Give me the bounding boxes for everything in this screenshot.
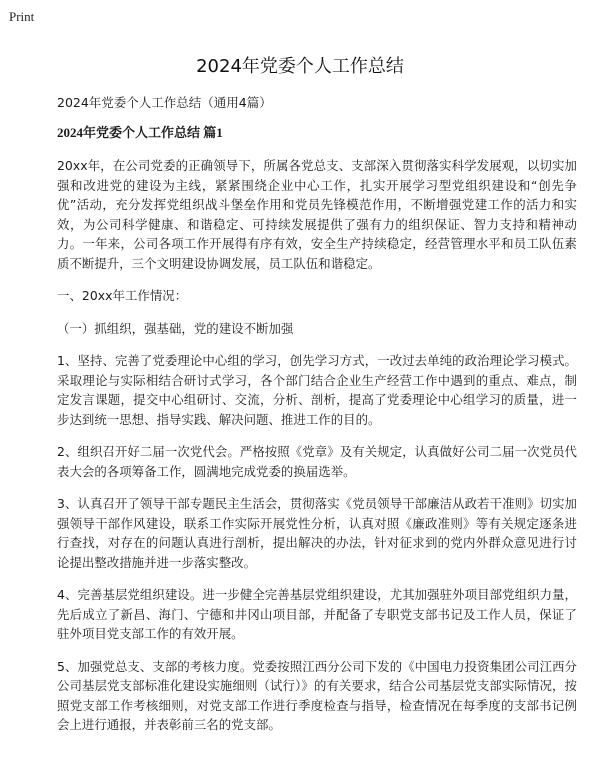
paragraph-subheading-1: （一）抓组织，强基础，党的建设不断加强: [57, 320, 294, 336]
document-body: [57, 94, 577, 748]
document-title: 2024年党委个人工作总结: [196, 56, 404, 77]
paragraph-item-5: 5、加强党总支、支部的考核力度。党委按照江西分公司下发的《中国电力投资集团公司江西分公司基层党支部标准化建设实施细则（试行）》的有关要求，结合公司基层党支部实际情况，按照党支部工作考核细则，对党支部工作进行季度检查与指导，检查情况在每季度的支部书记例会上进行通报，并表彰前三名的党支部。: [57, 658, 577, 732]
document-subtitle: 2024年党委个人工作总结（通用4篇）: [57, 95, 272, 110]
paragraph-item-3: 3、认真召开了领导干部专题民主生活会，贯彻落实《党员领导干部廉洁从政若干准则》切实加强领导干部作风建设，联系工作实际开展党性分析，认真对照《廉政准则》等有关规定逐条进行查找，对存在的问题认真进行剖析，提出解决的办法，针对征求到的党内外群众意见进行讨论提出整改措施并进一步落实整改。: [57, 496, 577, 570]
paragraph-intro: 20xx年，在公司党委的正确领导下，所属各党总支、支部深入贯彻落实科学发展观，以切实加强和改进党的建设为主线，紧紧围绕企业中心工作，扎实开展学习型党组织建设和“创先争优”活动，充分发挥党组织战斗堡垒作用和党员先锋模范作用，不断增强党建工作的活力和实效，为公司科学健康、和谐稳定、可持续发展提供了强有力的组织保证、智力支持和精神动力。一年来，公司各项工作开展得有序有效，安全生产持续稳定，经营管理水平和员工队伍素质不断提升，三个文明建设协调发展，员工队伍和谐稳定。: [57, 158, 577, 271]
paragraph-heading-1: 一、20xx年工作情况：: [57, 288, 188, 303]
paragraph-item-2: 2、组织召开好二届一次党代会。严格按照《党章》及有关规定，认真做好公司二届一次党员代表大会的各项筹备工作，圆满地完成党委的换届选举。: [57, 444, 577, 479]
print-label: Print: [9, 9, 35, 24]
paragraph-item-1: 1、坚持、完善了党委理论中心组的学习，创先学习方式，一改过去单纯的政治理论学习模式。采取理论与实际相结合研讨式学习，各个部门结合企业生产经营工作中遇到的重点、难点，制定发言课题，提交中心组研讨、交流，分析、剖析，提高了党委理论中心组学习的质量，进一步达到统一思想、指导实践、解决问题、推进工作的目的。: [57, 353, 577, 427]
section-heading: 2024年党委个人工作总结 篇1: [57, 125, 223, 140]
paragraph-item-4: 4、完善基层党组织建设。进一步健全完善基层党组织建设，尤其加强驻外项目部党组织力量，先后成立了新昌、海门、宁德和井冈山项目部，并配备了专职党支部书记及工作人员，保证了驻外项目党支部工作的有效开展。: [57, 587, 577, 641]
